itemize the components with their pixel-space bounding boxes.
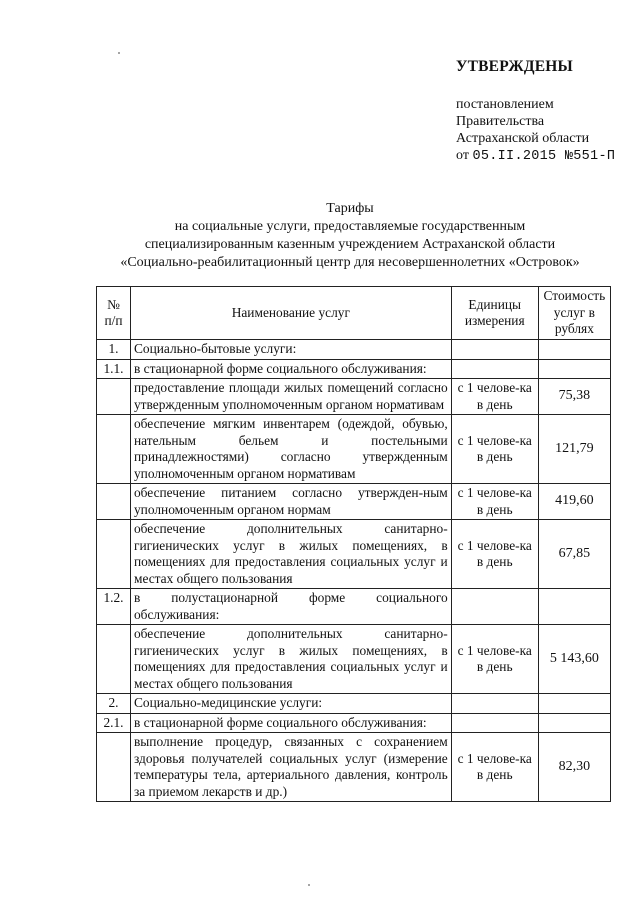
cell-price: 67,85: [538, 520, 610, 589]
table-row: [97, 520, 611, 589]
cell-unit: с 1 челове-ка в день: [451, 415, 538, 484]
cell-unit: [451, 589, 538, 625]
cell-unit: [451, 694, 538, 714]
cell-num: [97, 520, 131, 589]
table-row: [97, 415, 611, 484]
table-row: [97, 359, 611, 379]
title-heading: Тарифы: [326, 201, 374, 216]
cell-price: [538, 359, 610, 379]
approval-line: постановлением: [456, 97, 554, 112]
cell-price: [538, 589, 610, 625]
cell-name: в стационарной форме социального обслуживания:: [130, 713, 451, 733]
cell-num: [97, 484, 131, 520]
cell-price: [538, 713, 610, 733]
cell-unit: с 1 челове-ка в день: [451, 379, 538, 415]
decree-number: 05.II.2015 №551-П: [472, 149, 616, 164]
cell-unit: [451, 359, 538, 379]
approval-title: УТВЕРЖДЕНЫ: [456, 58, 573, 75]
cell-name: Социально-медицинские услуги:: [130, 694, 451, 714]
cell-name: обеспечение дополнительных санитарно-гигиенических услуг в жилых помещениях, в помещениях для предоставления социальных услуг и местах общего пользования: [130, 625, 451, 694]
table-row: [97, 589, 611, 625]
cell-price: [538, 694, 610, 714]
header-price: Стоимость услуг в рублях: [538, 287, 610, 340]
cell-unit: с 1 челове-ка в день: [451, 733, 538, 802]
scan-speck: [118, 52, 120, 54]
table-row: [97, 484, 611, 520]
table-row: [97, 625, 611, 694]
approval-line: Астраханской области: [456, 131, 590, 146]
header-unit: Единицы измерения: [451, 287, 538, 340]
cell-price: 121,79: [538, 415, 610, 484]
cell-num: 1.: [97, 340, 131, 360]
cell-name: Социально-бытовые услуги:: [130, 340, 451, 360]
cell-price: 82,30: [538, 733, 610, 802]
cell-name: обеспечение дополнительных санитарно-гигиенических услуг в жилых помещениях, в помещениях для предоставления социальных услуг и местах общего пользования: [130, 520, 451, 589]
title-line: на социальные услуги, предоставляемые государственным: [174, 219, 526, 234]
header-num: № п/п: [97, 287, 131, 340]
cell-unit: [451, 340, 538, 360]
cell-num: 1.1.: [97, 359, 131, 379]
cell-num: [97, 733, 131, 802]
approval-lines: [456, 96, 636, 165]
cell-num: 2.: [97, 694, 131, 714]
cell-unit: с 1 челове-ка в день: [451, 625, 538, 694]
cell-name: в полустационарной форме социального обслуживания:: [130, 589, 451, 625]
tariffs-table: [96, 286, 611, 802]
title-line: «Социально-реабилитационный центр для несовершеннолетних «Островок»: [120, 255, 580, 270]
approval-line: Правительства: [456, 114, 545, 129]
cell-unit: с 1 челове-ка в день: [451, 484, 538, 520]
table-row: [97, 340, 611, 360]
decree-line: [456, 147, 636, 165]
cell-name: в стационарной форме социального обслуживания:: [130, 359, 451, 379]
header-name: Наименование услуг: [130, 287, 451, 340]
approval-block: [456, 58, 636, 165]
cell-price: 75,38: [538, 379, 610, 415]
cell-unit: [451, 713, 538, 733]
table-row: [97, 694, 611, 714]
document-title: [80, 200, 620, 272]
cell-price: [538, 340, 610, 360]
cell-num: [97, 379, 131, 415]
cell-num: 2.1.: [97, 713, 131, 733]
table-body: [97, 340, 611, 802]
table-row: [97, 713, 611, 733]
cell-num: 1.2.: [97, 589, 131, 625]
cell-num: [97, 625, 131, 694]
cell-price: 5 143,60: [538, 625, 610, 694]
cell-num: [97, 415, 131, 484]
cell-name: предоставление площади жилых помещений согласно утвержденным уполномоченным органом нормативам: [130, 379, 451, 415]
table-row: [97, 379, 611, 415]
cell-name: выполнение процедур, связанных с сохранением здоровья получателей социальных услуг (измерение температуры тела, артериального давления, контроль за приемом лекарств и др.): [130, 733, 451, 802]
scan-speck: [308, 884, 310, 886]
table-row: [97, 733, 611, 802]
cell-name: обеспечение питанием согласно утвержден-ным уполномоченным органом нормам: [130, 484, 451, 520]
cell-name: обеспечение мягким инвентарем (одеждой, обувью, нательным бельем и постельными принадлежностями) согласно утвержденным уполномоченным органом нормативам: [130, 415, 451, 484]
table-header-row: [97, 287, 611, 340]
title-line: специализированным казенным учреждением Астраханской области: [144, 237, 556, 252]
decree-prefix: от: [456, 148, 469, 163]
cell-unit: с 1 челове-ка в день: [451, 520, 538, 589]
cell-price: 419,60: [538, 484, 610, 520]
